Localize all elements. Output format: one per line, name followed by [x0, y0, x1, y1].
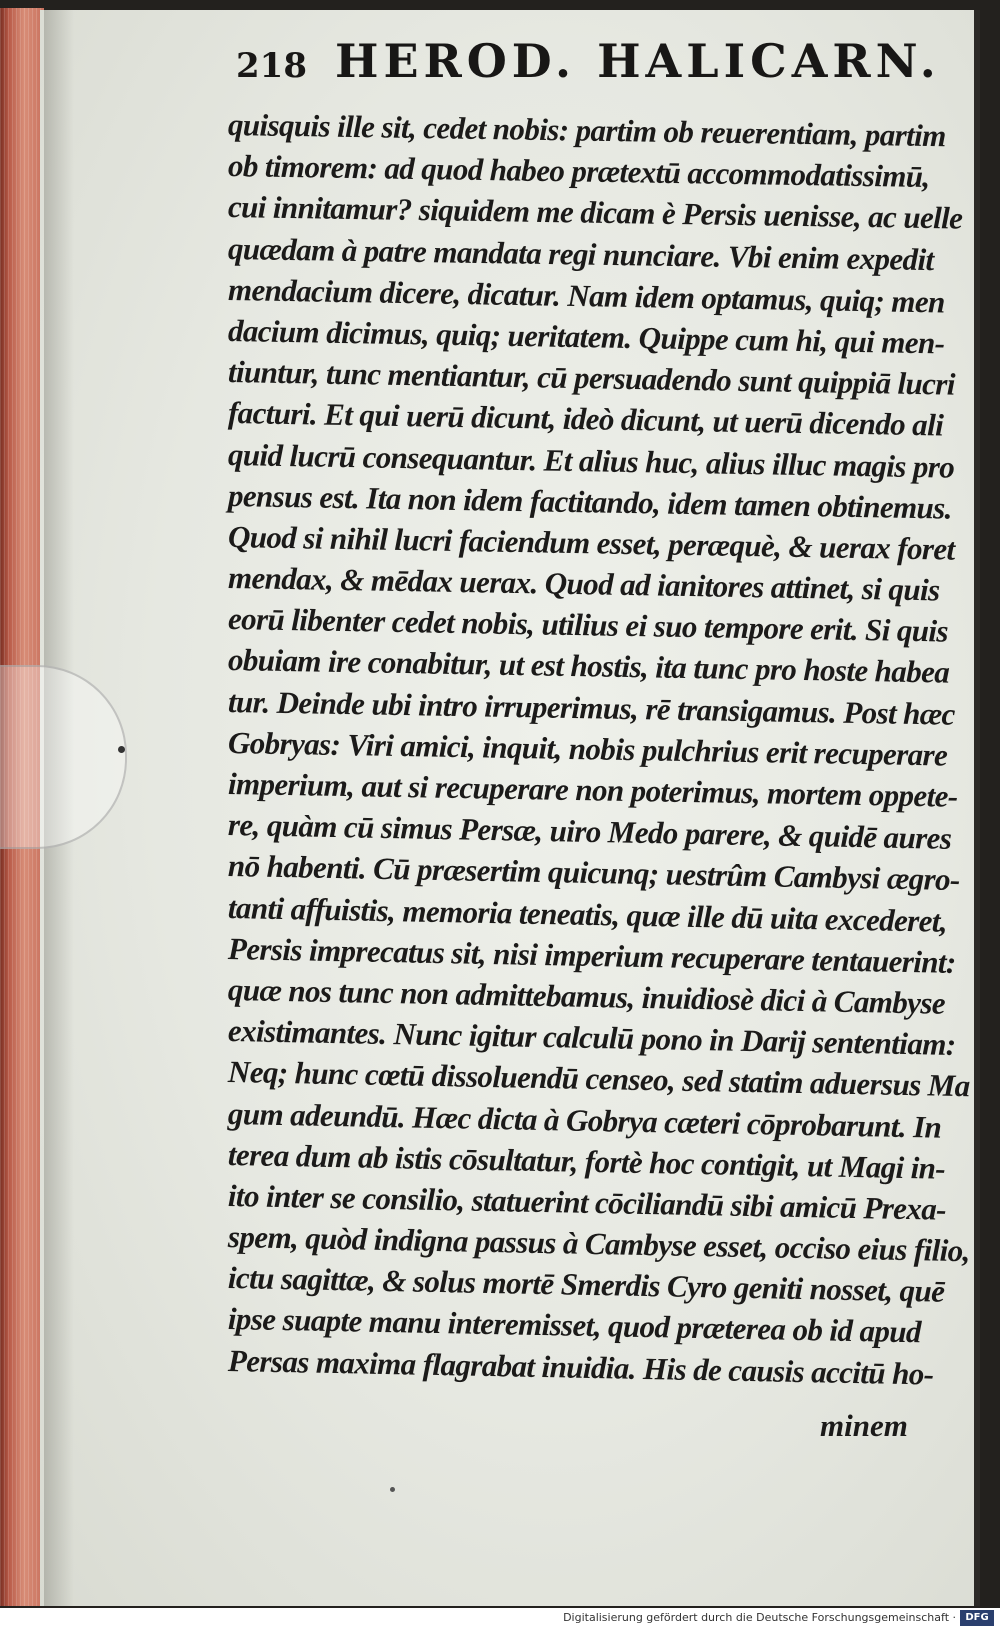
text-line: mendacium dicere, dicatur. Nam idem optamus, quiq; men — [227, 271, 945, 320]
text-line: Neq; hunc cœtū dissoluendū censeo, sed statim aduersus Ma — [227, 1054, 970, 1104]
text-line: re, quàm cū simus Persæ, uiro Medo parere, & quidē aures — [227, 807, 952, 857]
text-line: pensus est. Ita non idem factitando, idem tamen obtinemus. — [227, 477, 953, 526]
text-line: existimantes. Nunc igitur calculū pono in Darij sententiam: — [227, 1013, 956, 1063]
dfg-logo-icon: DFG — [960, 1610, 994, 1626]
text-line: quid lucrū consequantur. Et alius huc, alius illuc magis pro — [227, 436, 955, 485]
text-line: Persas maxima flagrabat inuidia. His de causis accitū ho- — [227, 1342, 934, 1392]
text-line: dacium dicimus, quiq; ueritatem. Quippe cum hi, qui men- — [227, 312, 945, 361]
text-line: ictu sagittæ, & solus mortē Smerdis Cyro geniti nosset, quē — [227, 1260, 945, 1310]
text-line: eorū libenter cedet nobis, utilius ei suo tempore erit. Si quis — [227, 601, 949, 649]
text-line: obuiam ire conabitur, ut est hostis, ita tunc pro hoste habea — [227, 642, 950, 691]
text-line: gum adeundū. Hæc dicta à Gobrya cæteri cōprobarunt. In — [227, 1095, 942, 1145]
text-line: quæ nos tunc non admittebamus, inuidiosè dici à Cambyse — [227, 971, 946, 1021]
text-line: ipse suapte manu interemisset, quod præterea ob id apud — [227, 1301, 922, 1350]
text-line: tiuntur, tunc mentiantur, cū persuadendo sunt quippiā lucri — [227, 354, 956, 402]
text-line: tanti affuistis, memoria teneatis, quæ ille dū uita excederet, — [227, 889, 948, 939]
text-line: spem, quòd indigna passus à Cambyse esset, occiso eius filio, — [227, 1219, 971, 1269]
text-line: ob timorem: ad quod habeo prætextū accommodatissimū, — [227, 148, 930, 195]
text-line: tur. Deinde ubi intro irruperimus, rē transigamus. Post hæc — [227, 683, 956, 732]
text-line: mendax, & mēdax uerax. Quod ad ianitores attinet, si quis — [227, 560, 940, 608]
text-line: Persis imprecatus sit, nisi imperium recuperare tentauerint: — [227, 930, 957, 980]
text-line: ito inter se consilio, statuerint cōciliandū sibi amicū Prexa- — [227, 1177, 947, 1227]
text-line: Quod si nihil lucri faciendum esset, peræquè, & uerax foret — [227, 518, 955, 567]
ink-dot — [118, 746, 125, 753]
text-line: imperium, aut si recuperare non poterimus, mortem oppete- — [227, 766, 958, 814]
text-line: Gobryas: Viri amici, inquit, nobis pulchrius erit recuperare — [227, 724, 948, 773]
text-line: quædam à patre mandata regi nunciare. Vbi enim expedit — [227, 230, 934, 277]
ink-speck — [390, 1487, 395, 1492]
running-head — [236, 34, 941, 94]
text-line: nō habenti. Cū præsertim quicunq; uestrûm Cambysi ægro- — [227, 848, 961, 898]
digitization-credit: Digitalisierung gefördert durch die Deutsche Forschungsgemeinschaft · — [563, 1611, 956, 1624]
text-line: cui innitamur? siquidem me dicam è Persis uenisse, ac uelle — [227, 189, 963, 236]
text-block — [227, 104, 971, 1392]
catchword: minem — [820, 1408, 908, 1443]
page-number: 218 — [236, 46, 307, 86]
text-line: terea dum ab istis cōsultatur, fortè hoc contigit, ut Magi in- — [227, 1136, 946, 1186]
text-line: facturi. Et qui uerū dicunt, ideò dicunt, ut uerū dicendo ali — [227, 395, 944, 443]
running-title: HEROD. HALICARN. — [334, 34, 941, 88]
text-line: quisquis ille sit, cedet nobis: partim ob reuerentiam, partim — [227, 107, 946, 154]
